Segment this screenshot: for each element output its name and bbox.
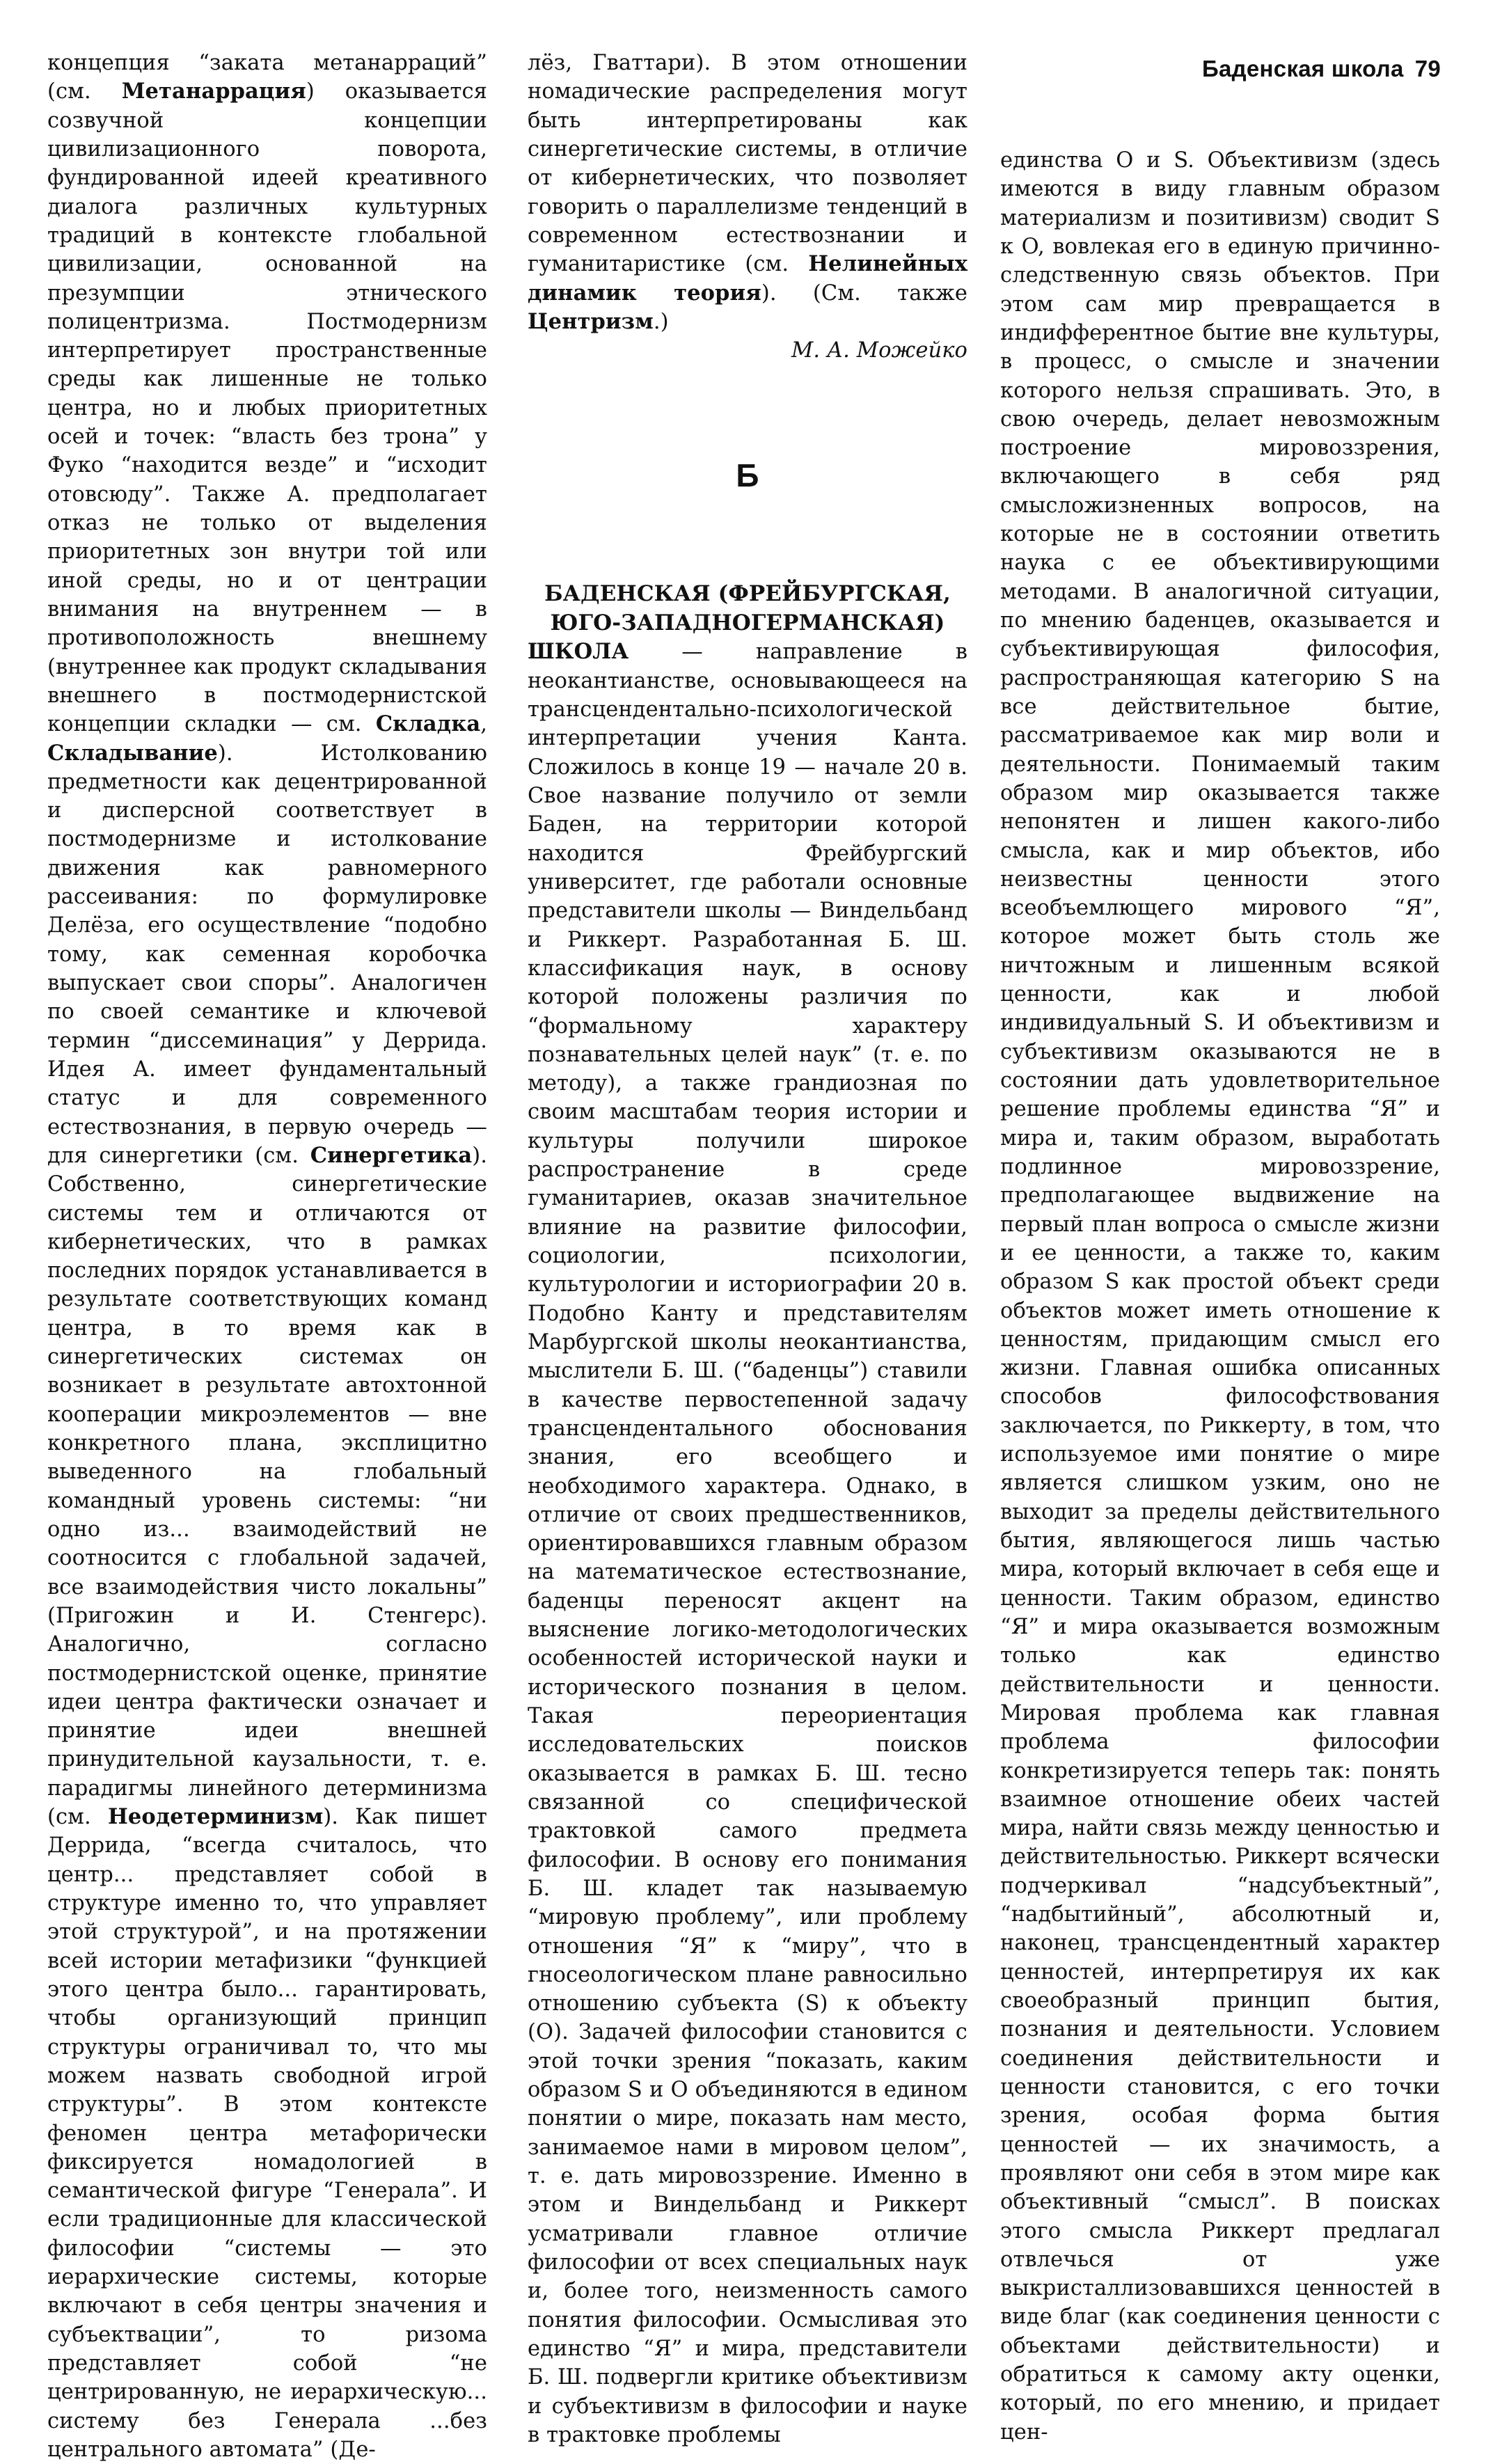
- text-run: — направление в неокантианстве, основывающееся на трансцендентально-психологической интерпретации учения Канта. Сложилось в конце 19 — начале 20 в. Свое название получило от земли Баден, на территории которой находится Фрейбургский университет, где работали основные представители школы — Виндельбанд и Риккерт. Разработанная Б. Ш. классификация наук, в основу которой положены различия по “формальному характеру познавательных целей наук” (т. е. по методу), а также грандиозная по своим масштабам теория истории и культуры получили широкое распространение в среде гуманитариев, оказав значительное влияние на развитие философии, социологии, психологии, культурологии и историографии 20 в. Подобно Канту и представителям Марбургской школы неокантианства, мыслители Б. Ш. (“баденцы”) ставили в качестве первостепенной задачу трансцендентального обоснования знания, его всеобщего и необходимого характера. Однако, в отличие от своих предшественников, ориентировавшихся главным образом на математическое естествознание, баденцы переносят акцент на выяснение логико-методологических особенностей исторической науки и исторического познания в целом. Такая переориентация исследовательских поисков оказывается в рамках Б. Ш. тесно связанной со специфической трактовкой самого предмета философии. В основу его понимания Б. Ш. кладет так называемую “мировую проблему”, или проблему отношения “Я” к “миру”, что в гносеологическом плане равносильно отношению субъекта (S) к объекту (O). Задачей философии становится с этой точки зрения “показать, каким образом S и O объединяются в едином понятии о мире, показать нам место, занимаемое нами в мировом целом”, т. е. дать мировоззрение. Именно в этом и Виндельбанд и Риккерт усматривали главное отличие философии от всех специальных наук и, более того, неизменность самого понятия философии. Осмысливая это единство “Я” и мира, представители Б. Ш. подвергли критике объективизм и субъективизм в философии и науке в трактовке проблемы: [528, 640, 967, 2447]
- cross-reference-skladka[interactable]: Складка: [375, 711, 481, 737]
- paragraph: [528, 638, 967, 2449]
- text-run: ). Истолкованию предметности как децентрированной и дисперсной соответствует в постмодернизме и истолкование движения как равномерного рассеивания: по формулировке Делёза, его осуществление “подобно тому, как семенная коробочка выпускает свои споры”. Аналогичен по своей семантике и ключевой термин “диссеминация” у Деррида. Идея А. имеет фундаментальный статус и для современного естествознания, в первую очередь — для синергетики (см.: [47, 741, 487, 1168]
- cross-reference-neodeterminizm[interactable]: Неодетерминизм: [107, 1804, 324, 1830]
- text-run: ). Собственно, синергетические системы тем и отличаются от кибернетических, что в рамках последних порядок устанавливается в результате соответствующих команд центра, в то время как в синергетических системах он возникает в результате автохтонной кооперации микроэлементов — вне конкретного плана, эксплицитно выведенного на глобальный командный уровень системы: “ни одно из... взаимодействий не соотносится с глобальной задачей, все взаимодействия чисто локальны” (Пригожин и И. Стенгерс). Аналогично, согласно постмодернистской оценке, принятие идеи центра фактически означает и принятие идеи внешней принудительной каузальности, т. е. парадигмы линейного детерминизма (см.: [47, 1143, 487, 1830]
- text-run: ,: [480, 712, 487, 737]
- text-run: ). (См. также: [761, 281, 967, 306]
- text-run: ). Как пишет Деррида, “всегда считалось, что центр... представляет собой в структуре именно то, что управляет этой структурой”, и на протяжении всей истории метафизики “функцией этого центра было... гарантировать, чтобы организующий принцип структуры ограничивал то, что мы можем назвать свободной игрой структуры”. В этом контексте феномен центра метафорически фиксируется номадологией в семантической фигуре “Генерала”. И если традиционные для классической философии “системы — это иерархические системы, которые включают в себя центры значения и субъектвации”, то ризома представляет собой “не центрированную, не иерархическую... систему без Генерала ...без центрального автомата” (Де-: [47, 1805, 487, 2462]
- text-run: лёз, Гваттари). В этом отношении номадические распределения могут быть интерпретированы как синергетические системы, в отличие от кибернетических, что позволяет говорить о параллелизме тенденций в современном естествознании и гуманитаристике (см.: [528, 51, 967, 277]
- cross-reference-skladyvanie[interactable]: Складывание: [47, 740, 218, 766]
- text-column-3: [1000, 146, 1440, 2447]
- paragraph: единства O и S. Объективизм (здесь имеются в виду главным образом материализм и позитивизм) сводит S к O, вовлекая его в единую причинно-следственную связь объектов. При этом сам мир превращается в индифферентное бытие вне культуры, в процесс, о смысле и значении которого нельзя спрашивать. Это, в свою очередь, делает невозможным построение мировоззрения, включающего в себя ряд смысложизненных вопросов, на которые не в состоянии ответить наука с ее объективирующими методами. В аналогичной ситуации, по мнению баденцев, оказывается и субъективирующая философия, распространяющая категорию S на все действительное бытие, рассматриваемое как мир воли и деятельности. Понимаемый таким образом мир оказывается также непонятен и лишен какого-либо смысла, как и мир объектов, ибо неизвестны ценности этого всеобъемлющего мирового “Я”, которое может быть столь же ничтожным и лишенным всякой ценности, как и любой индивидуальный S. И объективизм и субъективизм оказываются не в состоянии дать удовлетворительное решение проблемы единства “Я” и мира и, таким образом, выработать подлинное мировоззрение, предполагающее выдвижение на первый план вопроса о смысле жизни и ее ценности, а также то, каким образом S как простой объект среди объектов может иметь отношение к ценностям, придающим смысл его жизни. Главная ошибка описанных способов философствования заключается, по Риккерту, в том, что используемое ими понятие о мире является слишком узким, оно не выходит за пределы действительного бытия, являющегося лишь частью мира, который включает в себя еще и ценности. Таким образом, единство “Я” и мира оказывается возможным только как единство действительности и ценности. Мировая проблема как главная проблема философии конкретизируется теперь так: понять взаимное отношение обеих частей мира, найти связь между ценностью и действительностью. Риккерт всячески подчеркивал “надсубъектный”, “надбытийный”, абсолютный и, наконец, трансцендентный характер ценностей, интерпретируя их как своеобразный принцип бытия, познания и деятельности. Условием соединения действительности и ценности становится, с его точки зрения, особая форма бытия ценностей — их значимость, а проявляют они себя в этом мире как объективный “смысл”. В поисках этого смысла Риккерт предлагал отвлечься от уже выкристаллизовавшихся ценностей в виде благ (как соединения ценности с объектами действительности) и обратиться к самому акту оценки, который, по его мнению, и придает цен-: [1000, 148, 1440, 2445]
- running-head: [1202, 56, 1441, 82]
- cross-reference-centrizm[interactable]: Центризм: [528, 308, 654, 334]
- cross-reference-nelineinyh[interactable]: Нелинейных динамик теория: [528, 251, 967, 306]
- entry-title: [528, 580, 967, 638]
- text-column-2: [528, 49, 967, 2449]
- text-run: концепция “заката метанарраций” (см.: [47, 51, 487, 104]
- entry-headword: ШКОЛА: [528, 639, 629, 665]
- section-letter-heading: Б: [736, 457, 759, 494]
- page-number: 79: [1414, 56, 1441, 81]
- text-column-1: [47, 49, 487, 2464]
- paragraph: [528, 49, 967, 336]
- text-run: .): [653, 309, 669, 334]
- cross-reference-sinergetika[interactable]: Синергетика: [310, 1142, 473, 1168]
- cross-reference-metanarracia[interactable]: Метанаррация: [121, 79, 306, 104]
- paragraph: [47, 49, 487, 2464]
- entry-title-line: БАДЕНСКАЯ (ФРЕЙБУРГСКАЯ,: [544, 581, 951, 606]
- running-head-title: Баденская школа: [1201, 56, 1404, 81]
- text-run: ) оказывается созвучной концепции цивилизационного поворота, фундированной идеей креативного диалога различных культурных традиций в контексте глобальной цивилизации, основанной на презумпции этнического полицентризма. Постмодернизм интерпретирует пространственные среды как лишенные не только центра, но и любых приоритетных осей и точек: “власть без трона” у Фуко “находится везде” и “исходит отовсюду”. Также А. предполагает отказ не только от выделения приоритетных зон внутри той или иной среды, но и от центрации внимания на внутреннем — в противоположность внешнему (внутреннее как продукт складывания внешнего в постмодернистской концепции складки — см.: [47, 79, 487, 737]
- entry-title-line: ЮГО-ЗАПАДНОГЕРМАНСКАЯ): [550, 610, 945, 635]
- article-author: М. А. Можейко: [791, 338, 967, 363]
